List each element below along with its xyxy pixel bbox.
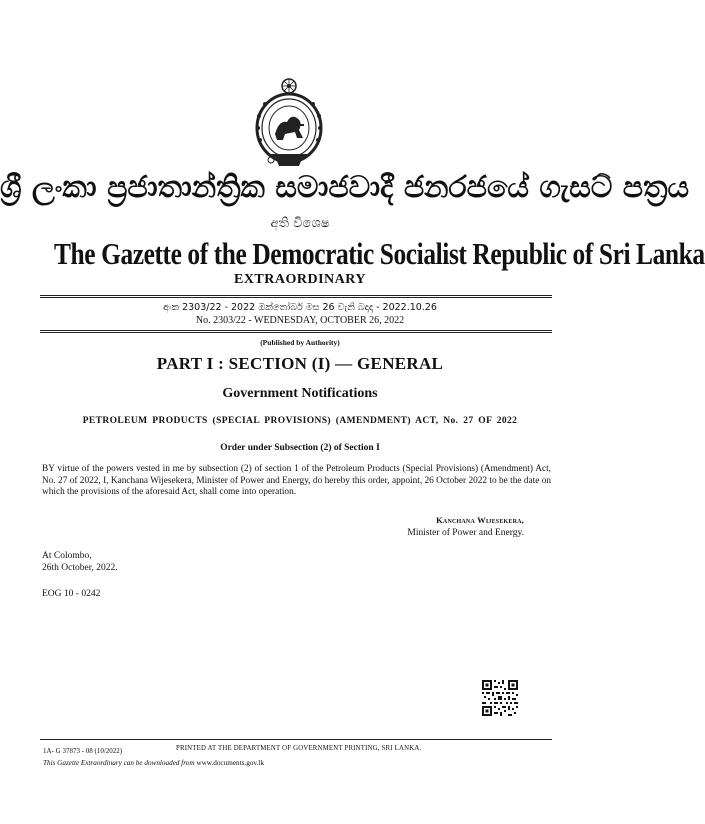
order-body-text: BY virtue of the powers vested in me by subsection (2) of section 1 of the Petroleum Products (Special Provisions) (Amendment) Act, No. 27 of 2022, I, Kanchana Wijesekera, Minister of Power and Energy, do hereby this order, appoint, 26 October 2022 to be the date on which the provisions of the aforesaid Act, shall come into operation.: [42, 464, 551, 497]
footer-download-link[interactable]: www.documents.gov.lk: [196, 759, 264, 767]
part-heading: PART I : SECTION (I) — GENERAL: [156, 354, 444, 373]
footer-divider: [40, 739, 552, 740]
issue-divider-bottom: [40, 332, 552, 333]
published-by-authority: (Published by Authority): [260, 338, 340, 347]
place-and-date: [42, 551, 118, 574]
footer-print-code: 1A- G 37873 - 08 (10/2022): [43, 747, 123, 755]
sri-lanka-state-emblem-icon: [253, 76, 325, 170]
footer-download-prefix: This Gazette Extraordinary can be downloaded from: [43, 759, 195, 767]
issue-line-english: No. 2303/22 - WEDNESDAY, OCTOBER 26, 2022: [195, 315, 405, 326]
issue-line-sinhala: අංක 2303/22 - 2022 ඔක්තෝබර් මස 26 වැනි බදාදා - 2022.10.26: [163, 302, 437, 313]
sinhala-extraordinary-label: අති විශෙෂ: [270, 216, 330, 231]
header-divider-top: [40, 295, 552, 296]
extraordinary-label: EXTRAORDINARY: [233, 272, 366, 287]
qr-code-icon: [482, 680, 518, 716]
date-line: 26th October, 2022.: [42, 562, 118, 573]
gazette-title: The Gazette of the Democratic Socialist Republic of Sri Lanka: [54, 236, 705, 271]
issue-divider-top: [40, 330, 552, 331]
sinhala-gazette-title: ශ්‍රී ලංකා ප්‍රජාතාන්ත්‍රික සමාජවාදී ජනරජයේ ගැසට් පත්‍රය: [0, 170, 690, 205]
signatory-name: Kanchana Wijesekera,: [436, 515, 524, 525]
place-line: At Colombo,: [42, 551, 92, 561]
header-divider-bottom: [40, 297, 552, 298]
section-heading: Government Notifications: [222, 386, 378, 401]
footer-download-note: [43, 759, 264, 767]
act-title: PETROLEUM PRODUCTS (SPECIAL PROVISIONS) (AMENDMENT) ACT, No. 27 OF 2022: [82, 416, 518, 426]
footer-printer: PRINTED AT THE DEPARTMENT OF GOVERNMENT PRINTING, SRI LANKA.: [176, 745, 422, 752]
signatory-title: Minister of Power and Energy.: [407, 528, 524, 538]
order-title: Order under Subsection (2) of Section I: [220, 443, 380, 453]
reference-number: EOG 10 - 0242: [42, 589, 101, 599]
